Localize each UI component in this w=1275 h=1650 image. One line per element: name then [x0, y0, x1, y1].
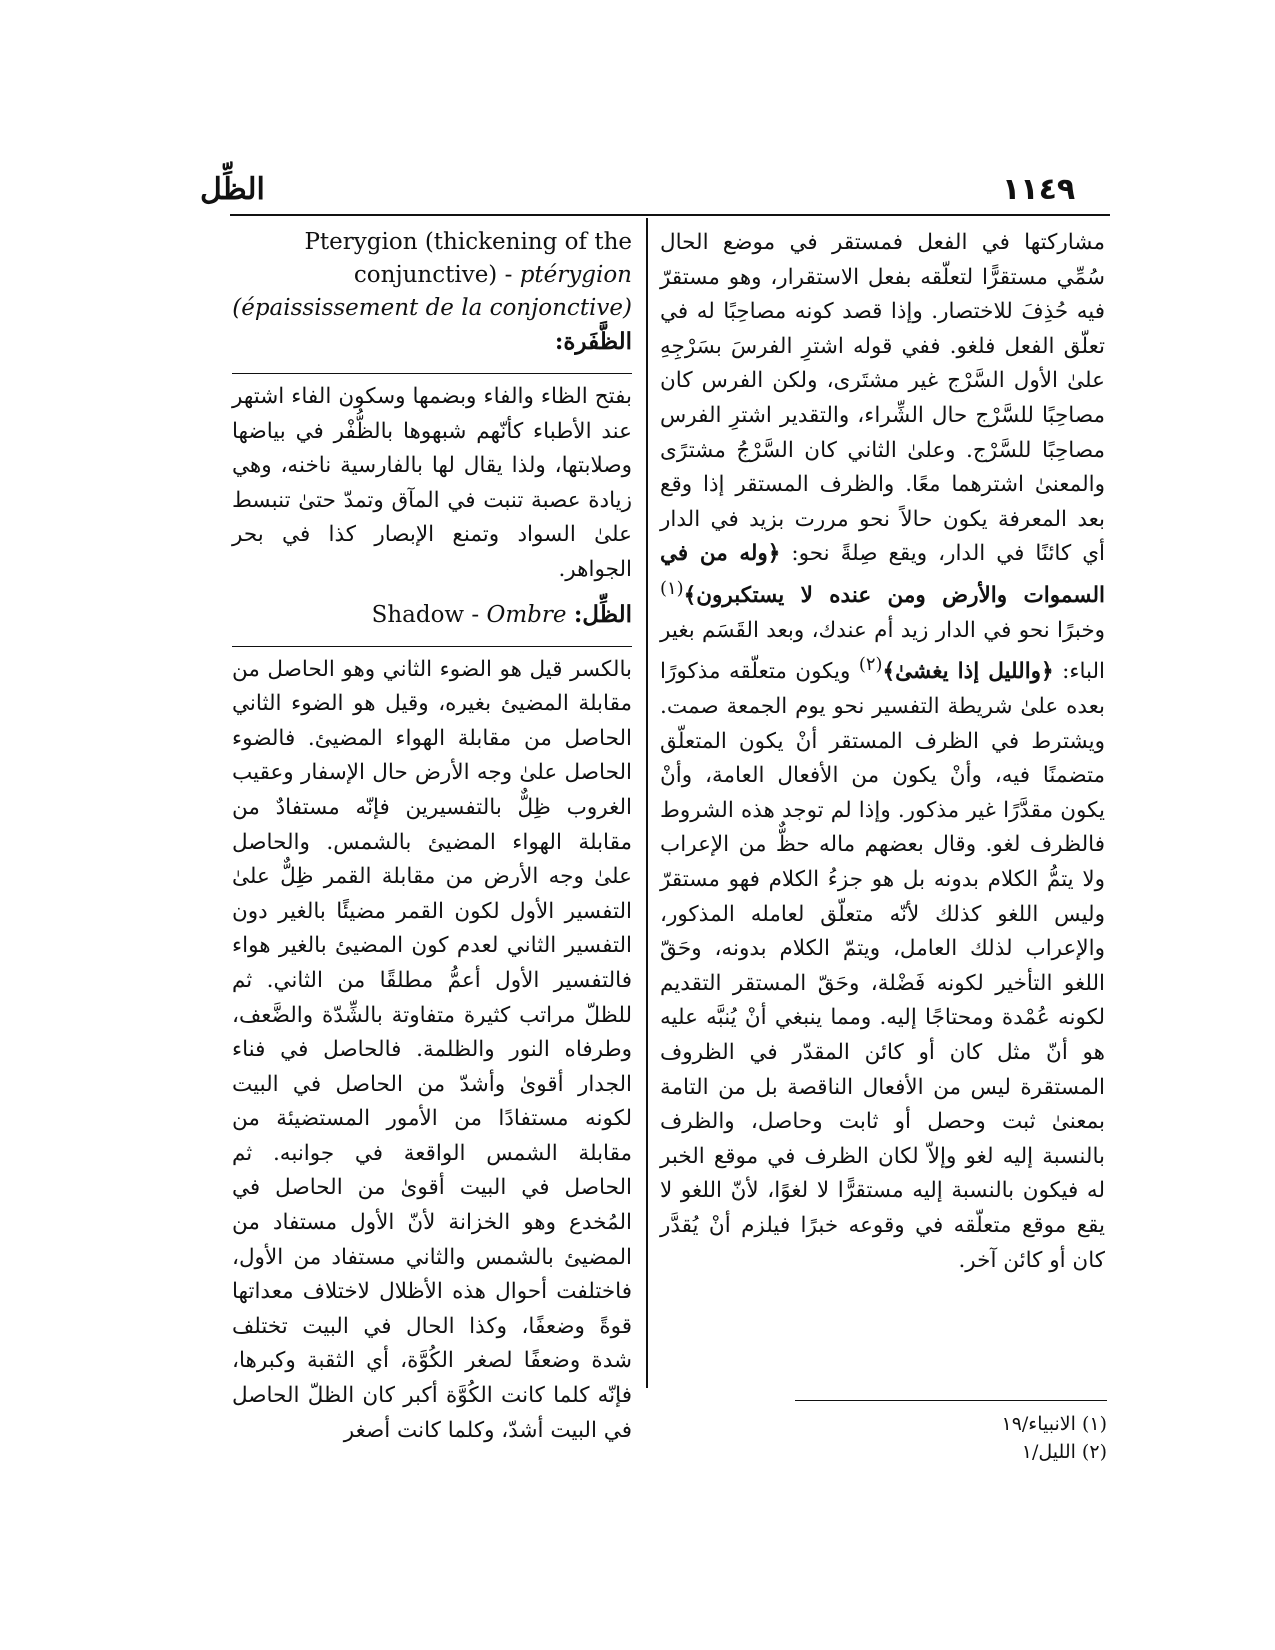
- entry-heading: [232, 226, 632, 359]
- footnote-marker: (٢): [858, 654, 883, 676]
- entry-arabic-term: الظَّفَرة:: [554, 328, 632, 355]
- right-column: [660, 226, 1105, 1278]
- entry-body: بفتح الظاء والفاء وبضمها وسكون الفاء اشتهر عند الأطباء كأنّهم شبهوها بالظُّفْر في بياضها وصلابتها، ولذا يقال لها بالفارسية ناخنه، وهي زيادة عصبة تنبت في المآق وتمدّ حتىٰ تنبسط علىٰ السواد وتمنع الإبصار كذا في بحر الجواهر.: [232, 384, 632, 582]
- header-rule: [230, 214, 1110, 216]
- entry-heading: [232, 598, 632, 632]
- running-title: الظِّل: [200, 172, 265, 207]
- entry-heading-rule: [232, 646, 632, 647]
- entry-arabic-term: الظِّل:: [573, 600, 632, 628]
- entry-english: Shadow -: [371, 601, 480, 628]
- column-rule: [646, 218, 648, 1388]
- quran-quote: ﴿وله من في السموات والأرض ومن عنده لا يستكبرون﴾: [660, 541, 1105, 609]
- paragraph: [660, 226, 1105, 1278]
- page-number: ١١٤٩: [1002, 172, 1076, 207]
- paragraph-text: مشاركتها في الفعل فمستقر في موضع الحال سُمِّي مستقرًّا لتعلّقه بفعل الاستقرار، وهو مستقرّ فيه حُذِفَ للاختصار. وإذا قصد كونه مصاحِبًا له في تعلّق الفعل فلغو. ففي قوله اشترِ الفرسَ بسَرْجِهِ علىٰ الأول السَّرْج غير مشتَرى، ولكن الفرس كان مصاحِبًا للسَّرْج حال الشِّراء، والتقدير اشترِ الفرس مصاحِبًا للسَّرْج. وعلىٰ الثاني كان السَّرْجُ مشترًى والمعنىٰ اشترهما معًا.: [660, 230, 1106, 498]
- footnote: (١) الانبياء/١٩: [1001, 1413, 1107, 1435]
- entry-french: Ombre: [486, 601, 567, 628]
- paragraph-text: وخبرًا نحو في الدار زيد أم عندك، وبعد القَسَم بغير الباء:: [660, 617, 1106, 685]
- left-column: [232, 226, 632, 1448]
- entry-heading-rule: [232, 373, 632, 374]
- paragraph-text: ويكون متعلّقه مذكورًا بعده علىٰ شريطة التفسير نحو يوم الجمعة صمت. ويشترط في الظرف المستقر أنْ يكون المتعلّق متضمنًا فيه، وأنْ يكون من الأفعال العامة، وأنْ يكون مقدَّرًا غير مذكور. وإذا لم توجد هذه الشروط فالظرف لغو. وقال بعضهم ماله حظٌّ من الإعراب ولا يتمُّ الكلام بدونه بل هو جزءُ الكلام فهو مستقرّ وليس اللغو كذلك لأنّه متعلّق لعامله المذكور، والإعراب لذلك العامل، ويتمّ الكلام بدونه، وحَقّ اللغو التأخير لكونه فَضْلة، وحَقّ المستقر التقديم لكونه عُمْدة ومحتاجًا إليه. ومما ينبغي أنْ يُنبَّه عليه هو أنّ مثل كان أو كائن المقدّر في الظروف المستقرة ليس من الأفعال الناقصة بل من التامة بمعنىٰ ثبت وحصل أو ثابت وحاصل، والظرف بالنسبة إليه لغو وإلاّ لكان الظرف في موقع الخبر له فيكون بالنسبة إليه مستقرًّا لا لغوًا، لأنّ اللغو لا يقع موقع متعلّقه في وقوعه خبرًا فيلزم أنْ يُقدَّر كان أو كائن آخر.: [660, 659, 1105, 1273]
- quran-quote: ﴿والليل إذا يغشىٰ﴾: [882, 659, 1054, 685]
- footnotes: [795, 1410, 1107, 1466]
- entry-french: ptérygion (épaississement de la conjonctive): [232, 262, 632, 321]
- paragraph-text: والظرف المستقر إذا وقع بعد المعرفة يكون حالاً نحو مررت بزيد في الدار أي كائنًا في الدار، ويقع صِلةً نحو:: [660, 472, 1105, 567]
- footnote-marker: (١): [660, 577, 684, 599]
- footnote-rule: [795, 1400, 1107, 1401]
- footnote: (٢) الليل/١: [1021, 1441, 1107, 1463]
- entry-body: بالكسر قيل هو الضوء الثاني وهو الحاصل من مقابلة المضيئ بغيره، وقيل هو الضوء الثاني الحاصل من مقابلة الهواء المضيئ. فالضوء الحاصل علىٰ وجه الأرض حال الإسفار وعقيب الغروب ظِلٌّ بالتفسيرين فإنّه مستفادٌ من مقابلة الهواء المضيئ بالشمس. والحاصل علىٰ وجه الأرض من مقابلة القمر ظِلٌّ علىٰ التفسير الأول لكون القمر مضيئًا بالغير دون التفسير الثاني لعدم كون المضيئ بالغير هواء فالتفسير الأول أعمُّ مطلقًا من الثاني. ثم للظلّ مراتب كثيرة متفاوتة بالشِّدّة والضَّعف، وطرفاه النور والظلمة. فالحاصل في فناء الجدار أقوىٰ وأشدّ من الحاصل في البيت لكونه مستفادًا من الأمور المستضيئة من مقابلة الشمس الواقعة في جوانبه. ثم الحاصل في البيت أقوىٰ من الحاصل في المُخدع وهو الخزانة لأنّ الأول مستفاد من المضيئ بالشمس والثاني مستفاد من الأول، فاختلفت أحوال هذه الأظلال لاختلاف معداتها قوةً وضعفًا، وكذا الحال في البيت تختلف شدة وضعفًا لصغر الكُوَّة، أي الثقبة وكبرها، فإنّه كلما كانت الكُوَّة أكبر كان الظلّ الحاصل في البيت أشدّ، وكلما كانت أصغر: [232, 656, 632, 1443]
- entry-english: Pterygion (thickening of the conjunctive) -: [304, 229, 632, 288]
